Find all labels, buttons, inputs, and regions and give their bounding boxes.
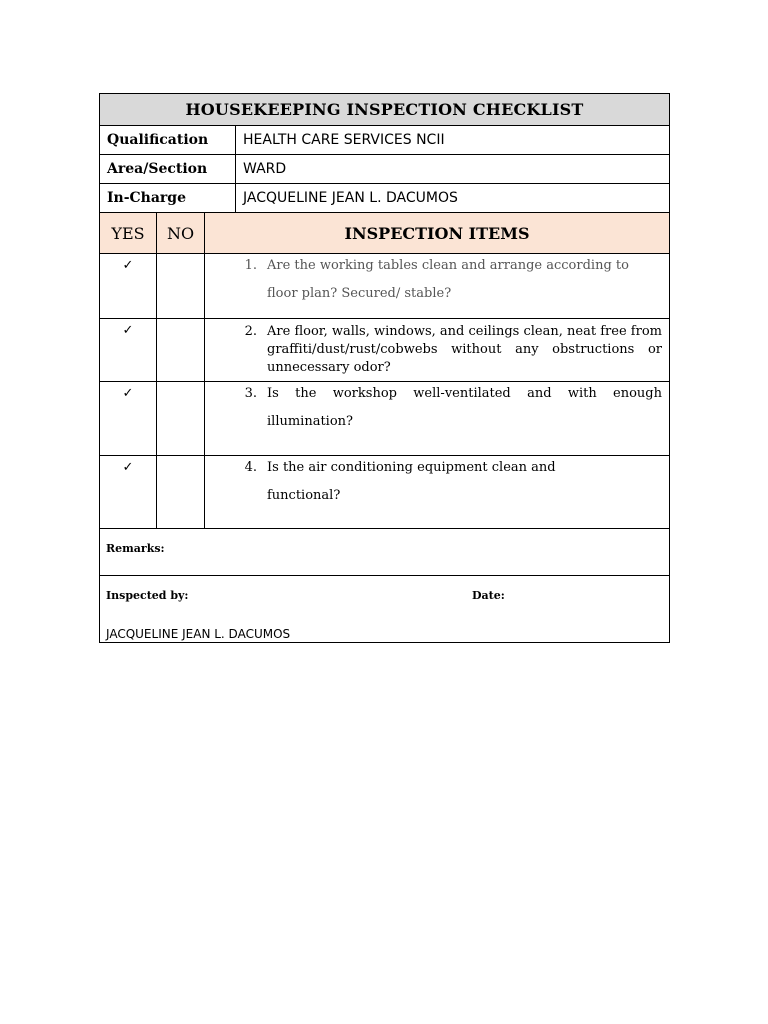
yes-checkmark[interactable]: ✓ [100, 319, 157, 382]
yes-checkmark[interactable]: ✓ [100, 382, 157, 456]
inspection-checklist-table [99, 93, 670, 643]
inspection-items-header: INSPECTION ITEMS [205, 213, 670, 254]
item-number: 4. [244, 460, 257, 475]
yes-column-header: YES [100, 213, 157, 254]
area-section-value: WARD [236, 155, 670, 184]
no-check-cell[interactable] [157, 319, 205, 382]
date-label: Date: [472, 589, 505, 602]
qualification-label: Qualification [100, 126, 236, 155]
inspection-item [205, 319, 670, 382]
yes-checkmark[interactable]: ✓ [100, 254, 157, 319]
area-section-label: Area/Section [100, 155, 236, 184]
in-charge-value: JACQUELINE JEAN L. DACUMOS [236, 184, 670, 213]
item-number: 2. [244, 324, 257, 339]
remarks-field[interactable] [100, 529, 670, 576]
no-check-cell[interactable] [157, 254, 205, 319]
no-column-header: NO [157, 213, 205, 254]
item-text: Is the air conditioning equipment clean and functional? [267, 460, 556, 503]
qualification-value: HEALTH CARE SERVICES NCII [236, 126, 670, 155]
no-check-cell[interactable] [157, 382, 205, 456]
item-text: Are the working tables clean and arrange according to floor plan? Secured/ stable? [267, 258, 629, 301]
table-row [100, 254, 670, 319]
item-number: 3. [244, 386, 257, 401]
no-check-cell[interactable] [157, 456, 205, 529]
item-text: Are floor, walls, windows, and ceilings clean, neat free from graffiti/dust/rust/cobwebs without any obstructions or unnecessary odor? [267, 324, 662, 375]
inspection-signoff [100, 576, 670, 643]
inspector-name: JACQUELINE JEAN L. DACUMOS [106, 627, 291, 641]
inspection-item [205, 254, 670, 319]
table-row [100, 382, 670, 456]
in-charge-label: In-Charge [100, 184, 236, 213]
remarks-label: Remarks: [106, 542, 165, 555]
table-row [100, 319, 670, 382]
table-row [100, 456, 670, 529]
item-text: Is the workshop well-ventilated and with enough illumination? [267, 386, 662, 429]
inspection-item [205, 382, 670, 456]
yes-checkmark[interactable]: ✓ [100, 456, 157, 529]
inspection-item [205, 456, 670, 529]
checklist-title: HOUSEKEEPING INSPECTION CHECKLIST [100, 94, 670, 126]
inspected-by-label: Inspected by: [106, 589, 189, 602]
item-number: 1. [244, 258, 257, 273]
